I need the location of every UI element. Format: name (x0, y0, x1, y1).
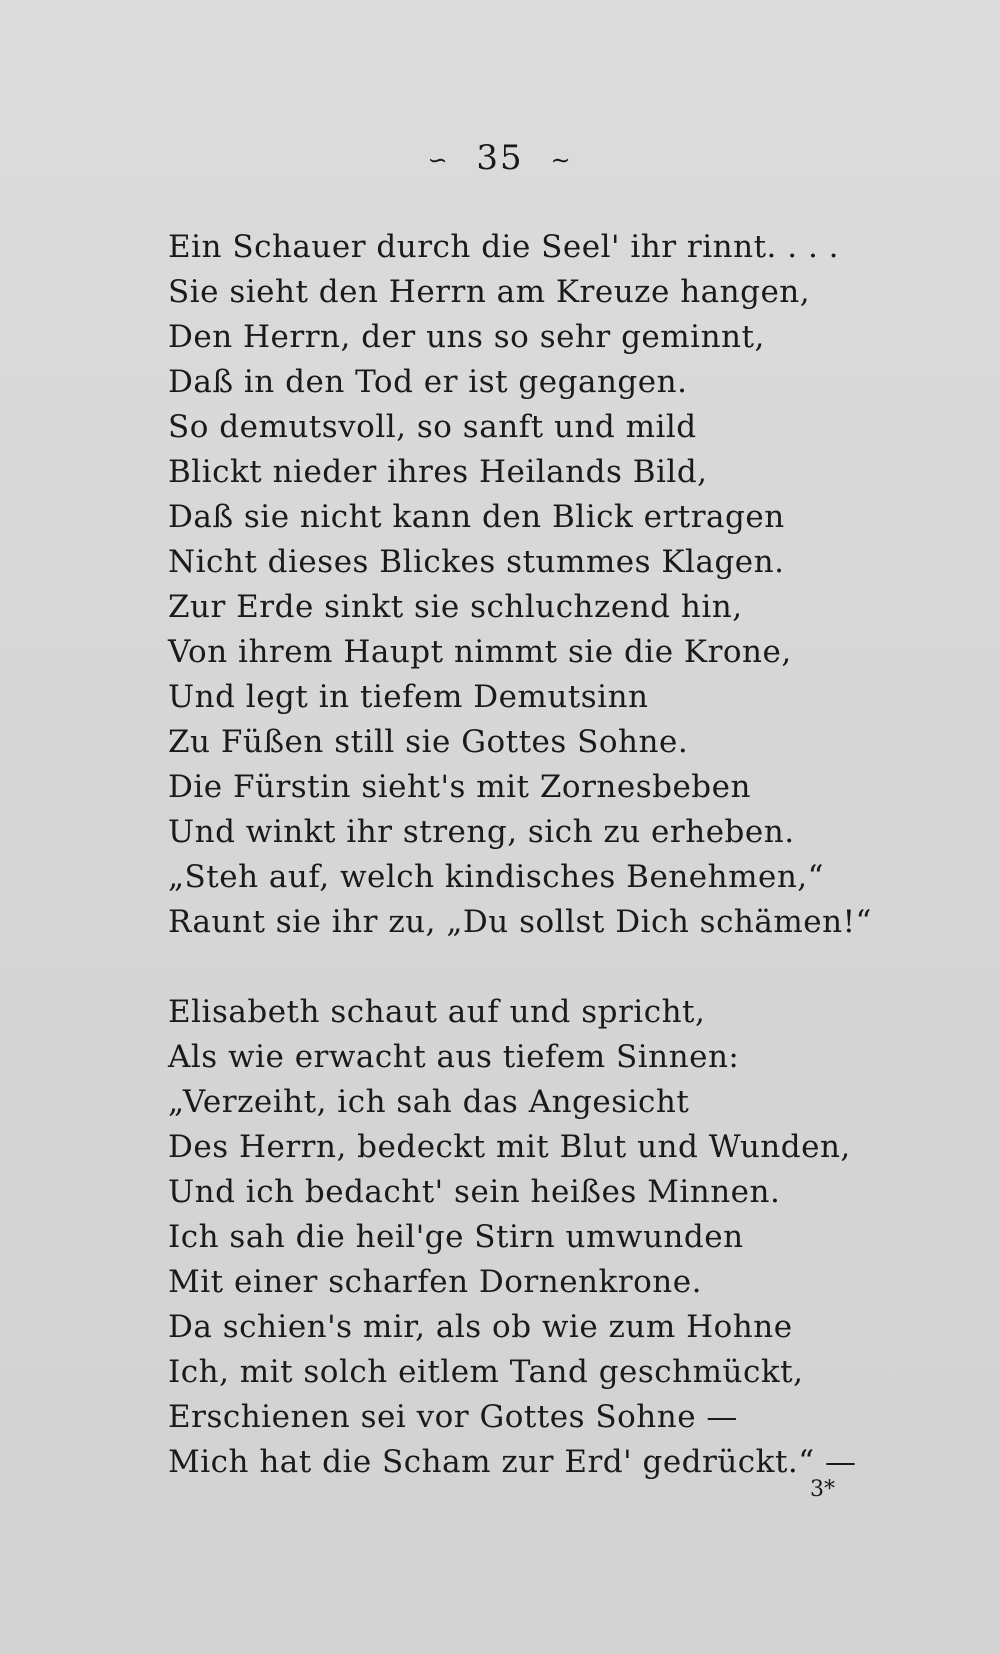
stanza-1 (168, 225, 872, 945)
verse-line: „Verzeiht, ich sah das Angesicht (168, 1084, 690, 1120)
verse-line: Erschienen sei vor Gottes Sohne — (168, 1399, 738, 1435)
verse-line: Raunt sie ihr zu, „Du sollst Dich schämen!“ (168, 904, 872, 940)
verse-line: Daß sie nicht kann den Blick ertragen (168, 499, 785, 535)
verse-line: Blickt nieder ihres Heilands Bild, (168, 454, 708, 490)
verse-line: Sie sieht den Herrn am Kreuze hangen, (168, 274, 811, 310)
verse-line: Als wie erwacht aus tiefem Sinnen: (168, 1039, 740, 1075)
verse-line: Ich sah die heil'ge Stirn umwunden (168, 1219, 744, 1255)
verse-line: Den Herrn, der uns so sehr geminnt, (168, 319, 765, 355)
verse-line: Des Herrn, bedeckt mit Blut und Wunden, (168, 1129, 851, 1165)
verse-line: Nicht dieses Blickes stummes Klagen. (168, 544, 785, 580)
page-header (0, 138, 1000, 178)
verse-line: Ich, mit solch eitlem Tand geschmückt, (168, 1354, 804, 1390)
verse-line: Zur Erde sinkt sie schluchzend hin, (168, 589, 743, 625)
verse-line: Mit einer scharfen Dornenkrone. (168, 1264, 702, 1300)
verse-line: „Steh auf, welch kindisches Benehmen,“ (168, 859, 824, 895)
ornament-left-icon: ∽ (427, 146, 450, 174)
verse-line: Und ich bedacht' sein heißes Minnen. (168, 1174, 781, 1210)
verse-line: Und legt in tiefem Demutsinn (168, 679, 649, 715)
verse-line: Mich hat die Scham zur Erd' gedrückt.“ — (168, 1444, 857, 1480)
stanza-2 (168, 990, 868, 1485)
verse-line: Die Fürstin sieht's mit Zornesbeben (168, 769, 751, 805)
verse-line: Zu Füßen still sie Gottes Sohne. (168, 724, 689, 760)
verse-line: Ein Schauer durch die Seel' ihr rinnt. . . . (168, 229, 840, 265)
verse-line: Und winkt ihr streng, sich zu erheben. (168, 814, 795, 850)
page-number: 35 (476, 138, 524, 178)
signature-mark: 3* (810, 1477, 835, 1502)
ornament-right-icon: ∼ (550, 146, 573, 174)
verse-line: Elisabeth schaut auf und spricht, (168, 994, 706, 1030)
verse-line: Da schien's mir, als ob wie zum Hohne (168, 1309, 793, 1345)
verse-line: So demutsvoll, so sanft und mild (168, 409, 697, 445)
verse-line: Daß in den Tod er ist gegangen. (168, 364, 688, 400)
verse-line: Von ihrem Haupt nimmt sie die Krone, (168, 634, 792, 670)
